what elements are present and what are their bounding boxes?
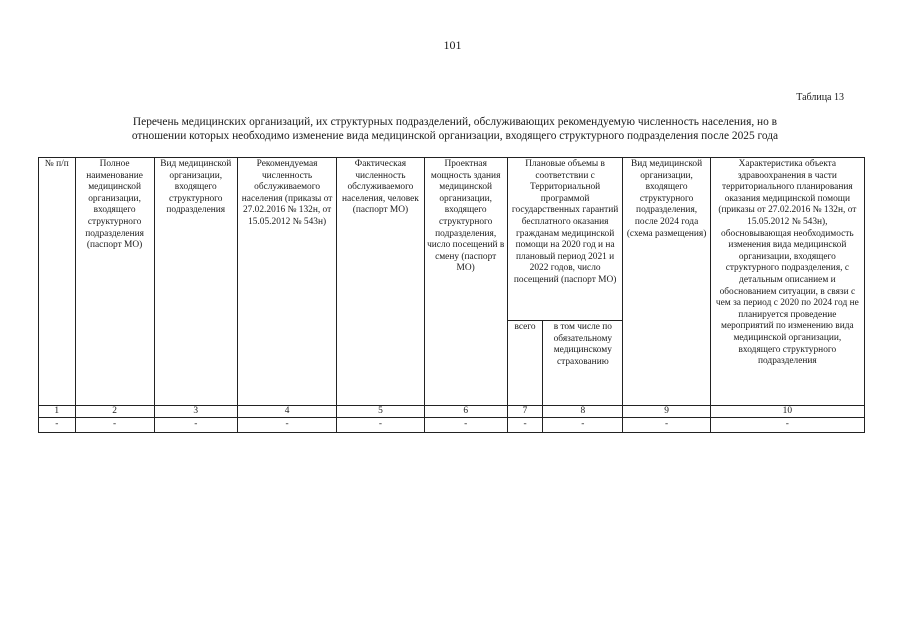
column-number-cell: 10 [710,406,864,418]
header-cell-characteristics: Характеристика объекта здравоохранения в части территориального планирования оказания медицинской помощи (приказы от 27.02.2016 № 132н, от 15.05.2012 № 543н), обосновывающая необходимость изменения вида медицинской организации, входящего структурного подразделения, с детальным описанием и обоснованием ситуации, в связи с чем за период с 2020 по 2024 год не планируется проведение мероприятий по изменению вида медицинской организации, входящего структурного подразделения [710,158,864,406]
document-title [70,115,840,143]
subheader-cell-oms: в том числе по обязательному медицинскому страхованию [543,321,623,406]
header-cell-design-capacity: Проектная мощность здания медицинской организации, входящего структурного подразделения, число посещений в смену (паспорт МО) [424,158,507,406]
table-cell: - [237,418,336,433]
page-number: 101 [443,38,462,52]
title-line-1: Перечень медицинских организаций, их структурных подразделений, обслуживающих рекомендуемую численность населения, но в [132,116,778,128]
table-cell: - [543,418,623,433]
column-number-cell: 4 [237,406,336,418]
table-cell: - [337,418,424,433]
column-number-cell: 8 [543,406,623,418]
column-number-cell: 2 [75,406,154,418]
header-cell-org-type: Вид медицинской организации, входящего структурного подразделения [154,158,237,406]
column-number-cell: 7 [507,406,543,418]
table-row [39,418,865,433]
header-cell-planned-volumes: Плановые объемы в соответствии с Территориальной программой государственных гарантий бесплатного оказания гражданам медицинской помощи на 2020 год и на плановый период 2021 и 2022 годов, число посещений (паспорт МО) [507,158,623,321]
medical-organizations-table [38,157,865,433]
table-cell: - [424,418,507,433]
header-cell-recommended-population: Рекомендуемая численность обслуживаемого населения (приказы от 27.02.2016 № 132н, от 15.05.2012 № 543н) [237,158,336,406]
column-number-cell: 1 [39,406,76,418]
column-number-row [39,406,865,418]
column-number-cell: 3 [154,406,237,418]
header-row [39,158,865,321]
title-line-2: отношении которых необходимо изменение вида медицинской организации, входящего структурного подразделения после 2025 года [131,130,779,142]
header-cell-actual-population: Фактическая численность обслуживаемого населения, человек (паспорт МО) [337,158,424,406]
column-number-cell: 6 [424,406,507,418]
column-number-cell: 5 [337,406,424,418]
table-label: Таблица 13 [796,92,844,103]
table-cell: - [507,418,543,433]
header-cell-org-type-after-2024: Вид медицинской организации, входящего структурного подразделения, после 2024 года (схема размещения) [623,158,710,406]
table-cell: - [623,418,710,433]
header-cell-number: № п/п [39,158,76,406]
header-cell-full-name: Полное наименование медицинской организации, входящего структурного подразделения (паспорт МО) [75,158,154,406]
subheader-cell-total: всего [507,321,543,406]
table-cell: - [39,418,76,433]
table-cell: - [75,418,154,433]
column-number-cell: 9 [623,406,710,418]
table-cell: - [710,418,864,433]
table-cell: - [154,418,237,433]
